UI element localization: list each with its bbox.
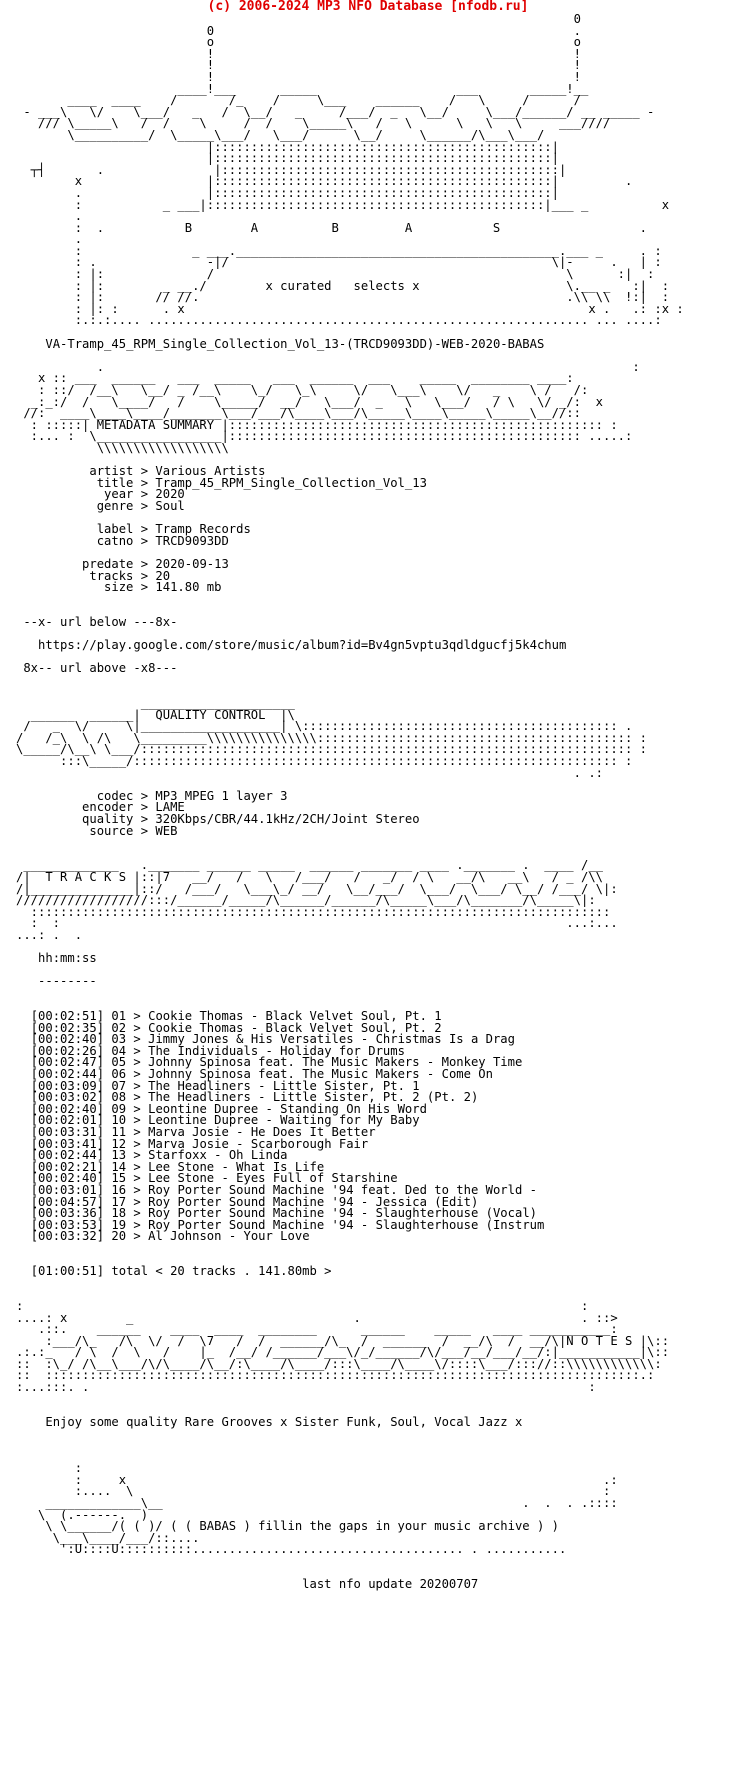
quality-source: source > WEB <box>16 823 178 838</box>
track-row: [00:02:40] 09 > Leontine Dupree - Standing On His Word <box>30 1101 427 1116</box>
tracks-total: [01:00:51] total < 20 tracks . 141.80mb > <box>30 1264 332 1279</box>
metadata-banner: . : x :: ___ ______ ___ _____ ___ ______ ___ _____ ________ ____: : ::/ /__\ \__/ _ /__\ \_/ \_\ \/ \___\ \/ _ \ / /: _:_:/ / \____/ / \_____/ __/ \___/ _ \ \___/ / \ \/ _/: x //: ____\____\____/_______\___/___/\____\___/\_____\____\_____\_____\__//:: : :::::| METADATA SUMMARY |::::::::::::::::::::::::::::::::::::::::::::::::::: : :... : \_________________|:::::::::::::::::::::::::::::::::::::::::::::::: .....: \\\\\\\\\\\\\\\\\\ <box>23 359 640 455</box>
track-row: [00:03:09] 07 > The Headliners - Little Sister, Pt. 1 <box>30 1078 420 1093</box>
track-row: [00:03:31] 11 > Marva Josie - He Does It Better <box>30 1125 376 1139</box>
track-row: [00:03:01] 16 > Roy Porter Sound Machine '94 feat. Ded to the World - <box>30 1182 537 1197</box>
track-row: [00:03:53] 19 > Roy Porter Sound Machine '94 - Slaughterhouse (Instrum <box>30 1217 545 1232</box>
meta-year: year > 2020 <box>16 487 185 502</box>
meta-title: title > Tramp_45_RPM_Single_Collection_Vol_13 <box>16 475 427 490</box>
track-row: [00:02:51] 01 > Cookie Thomas - Black Velvet Soul, Pt. 1 <box>30 1009 442 1024</box>
track-row: [00:03:02] 08 > The Headliners - Little Sister, Pt. 2 (Pt. 2) <box>30 1090 479 1105</box>
last-update: last nfo update 20200707 <box>302 1577 479 1592</box>
metadata-list <box>16 466 684 594</box>
logo-art: 0 0 . o o ! ! ! ! ! ! ____!___ _____ ___ _____!__ ____ ____ / /_ / \___ ______ / \ / / - ___\ \/ \___/ _ / \__/ _ /___/ _ \__/ \___/______/ __ _____ - /// \_____\ / / \ / / \_____\ / \ \ \ \ ___//// \__________/ \_____\___/ \___/ \__/ \______/\___\___/ |::::::::::::::::::::::::::::::::::::::::::::::| |::::::::::::::::::::::::::::::::::::::::::::::| ┬┤ . |::::::::::::::::::::::::::::::::::::::::::::::| x |::::::::::::::::::::::::::::::::::::::::::::::| . . |::::::::::::::::::::::::::::::::::::::::::::::| : _ ___|::::::::::::::::::::::::::::::::::::::::::::::|___ _ x . : . B A B A S . . : _ ___.____________________________________________.___ _ . : : . -|/ \|- . | : : |: / \ :| : : |: _ __./ x curated selects x \.__ _ :| : : |: // //. .\\ \\ !:| : : |: : . x x . .: :x : :.:.:.... ............................................................ ... ....: <box>23 12 684 328</box>
meta-catno: catno > TRCD9093DD <box>16 533 229 548</box>
meta-artist: artist > Various Artists <box>16 464 266 479</box>
url-below-marker: --x- url below ---8x- <box>23 614 178 629</box>
tracks-banner: _____________ ._______ ______ _____ ______ _______ ____ ._______ . ____ /__ /| T R A C K S |::|7 __/ / \ /___/ / _/ / \ __/\ __\ / _ /\\ /|______________|::/ /___/ \___\_/ __/ \__/___/ \___/ \___/ \__/ /___/ \|: //////////////////:::/______/_____/\______/______/\_____\___/\_______/\_____\|: ::::::::::::::::::::::::::::::::::::::::::::::::::::::::::::::::::::::::::::::: : : ...:... ...: . . <box>16 858 618 942</box>
track-list <box>16 1011 684 1243</box>
quality-list <box>16 788 684 838</box>
track-row: [00:02:40] 03 > Jimmy Jones & His Versatiles - Christmas Is a Drag <box>30 1032 515 1047</box>
meta-tracks: tracks > 20 <box>16 568 171 583</box>
track-row: [00:02:47] 05 > Johnny Spinosa feat. The Music Makers - Monkey Time <box>30 1055 523 1070</box>
release-url[interactable]: https://play.google.com/store/music/album?id=Bv4gn5vptu3qdldgucfj5k4chum <box>38 638 567 653</box>
track-row: [00:02:44] 13 > Starfoxx - Oh Linda <box>30 1148 288 1163</box>
track-row: [00:02:35] 02 > Cookie Thomas - Black Velvet Soul, Pt. 2 <box>30 1020 442 1035</box>
track-row: [00:03:41] 12 > Marva Josie - Scarborough Fair <box>30 1136 369 1151</box>
footer-art: : : x .: :.... \ : _____________\__ . . . .:::: \ (.------. ) \ \______/( ( )/ ( ( BABAS ) fillin the gaps in your music archive ) ) \___\____/___/::.... ':U::::U::::::::::..................................... . ........... <box>38 1461 618 1557</box>
track-row: [00:04:57] 17 > Roy Porter Sound Machine '94 - Jessica (Edit) <box>30 1194 479 1209</box>
track-row: [00:02:26] 04 > The Individuals - Holiday for Drums <box>30 1043 405 1058</box>
time-header: hh:mm:ss <box>38 951 97 966</box>
track-row: [00:02:01] 10 > Leontine Dupree - Waiting for My Baby <box>30 1113 420 1128</box>
meta-size: size > 141.80 mb <box>16 580 222 595</box>
track-row: [00:02:40] 15 > Lee Stone - Eyes Full of Starshine <box>30 1171 398 1186</box>
url-above-marker: 8x-- url above -x8--- <box>23 661 178 676</box>
site-credit: (c) 2006-2024 MP3 NFO Database [nfodb.ru] <box>207 0 529 14</box>
quality-banner: _____________________ ______ ______| QUALITY CONTROL |\ / _ \/ \|___________________| \::::::::::::::::::::::::::::::::::::::::::: . / /_\ \ /\ \_________\\\\\\\\\\\\\\\::::::::::::::::::::::::::::::::::::::::::: : \_____/\__\ \___/::::::::::::::::::::::::::::::::::::::::::::::::::::::::::::::::::: : :::\_____/:::::::::::::::::::::::::::::::::::::::::::::::::::::::::::::::::: : . .: <box>16 696 648 780</box>
meta-label: label > Tramp Records <box>16 522 251 537</box>
track-row: [00:03:32] 20 > Al Johnson - Your Love <box>30 1229 310 1244</box>
release-name: VA-Tramp_45_RPM_Single_Collection_Vol_13-(TRCD9093DD)-WEB-2020-BABAS <box>45 336 545 351</box>
quality-quality: quality > 320Kbps/CBR/44.1kHz/2CH/Joint Stereo <box>16 811 420 826</box>
track-row: [00:02:44] 06 > Johnny Spinosa feat. The Music Makers - Come On <box>30 1067 493 1082</box>
track-row: [00:03:36] 18 > Roy Porter Sound Machine '94 - Slaughterhouse (Vocal) <box>30 1206 537 1221</box>
meta-genre: genre > Soul <box>16 498 185 513</box>
track-row: [00:02:21] 14 > Lee Stone - What Is Life <box>30 1159 325 1174</box>
meta-predate: predate > 2020-09-13 <box>16 556 229 571</box>
quality-encoder: encoder > LAME <box>16 800 185 815</box>
nfo-document <box>16 14 684 1591</box>
quality-codec: codec > MP3 MPEG 1 layer 3 <box>16 788 288 803</box>
notes-banner: : : ....: x _ . . ::> .::. ______ ____ ____ ________ ______ _____ ____ ___________: :___/\_ /\ \/ / \7 / / ______/\_ / ______ / __/\ / __/\|N O T E S |\:: .:.:_ / \ / \ / |_ /__/ /______/___\/_/______/\/___/__/___/__/:|___________|\:: :: :\_/ /\__\___/\/\____/\__/:\____/\____/:::\____/\____\/::::\___/::://::\\\\\\\\\\\\: :: :::::::::::::::::::::::::::::::::::::::::::::::::::::::::::::::::::::::::::::::::.: :...:::. . : <box>16 1298 670 1395</box>
time-underline: -------- <box>38 974 97 989</box>
notes-text: Enjoy some quality Rare Grooves x Sister Funk, Soul, Vocal Jazz x <box>45 1414 523 1429</box>
